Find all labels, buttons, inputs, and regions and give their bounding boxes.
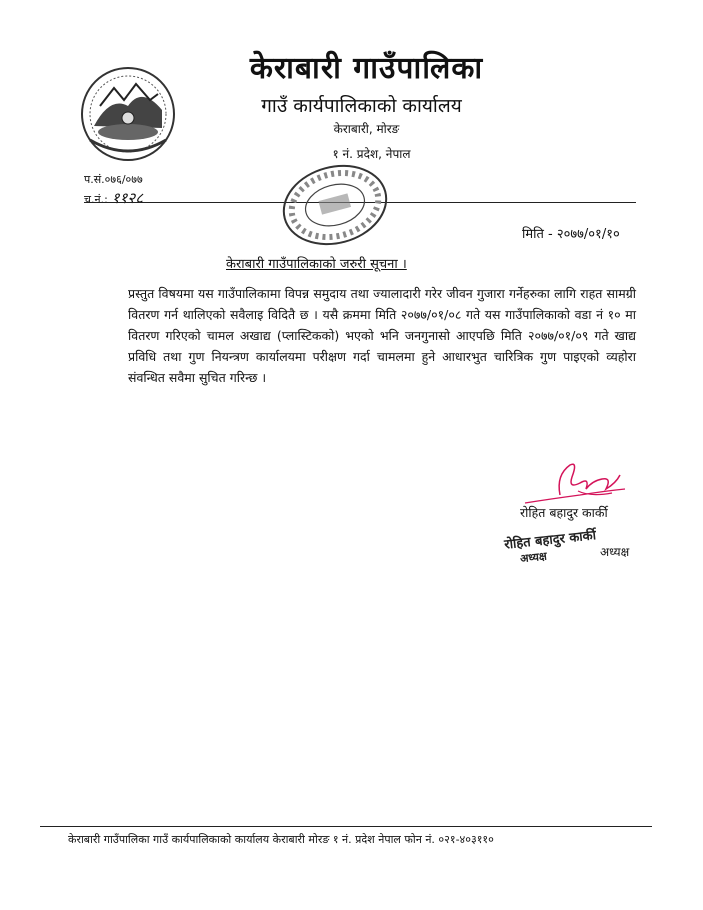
letter-reference-number: प.सं.०७६/०७७ — [84, 173, 143, 186]
signatory-name: रोहित बहादुर कार्की — [520, 505, 608, 520]
letter-date: मिति - २०७७/०१/१० — [522, 227, 620, 242]
address-line-2: १ नं. प्रदेश, नेपाल — [332, 147, 411, 161]
notice-body: प्रस्तुत विषयमा यस गाउँपालिकामा विपन्न समुदाय तथा ज्यालादारी गरेर जीवन गुजारा गर्नेहरुका लागि राहत सामग्री वितरण गर्न थालिएको सवैलाइ विदितै छ । यसै क्रममा मिति २०७७/०१/०८ गते यस गाउँपालिकाको वडा नं १० मा वितरण गरिएको चामल अखाद्य (प्लास्टिकको) भएको भनि जनगुनासो आएपछि मिति २०७७/०१/०९ गते खाद्य प्रविधि तथा गुण नियन्त्रण कार्यालयमा परीक्षण गर्दा चामलमा हुने आधारभुत चारित्रिक गुण पाइएको व्यहोरा संवन्धित सवैमा सुचित गरिन्छ । — [128, 286, 636, 385]
office-title: केराबारी गाउँपालिका — [249, 51, 484, 86]
dispatch-label: च.नं.: — [84, 193, 108, 206]
footer-contact: केराबारी गाउँपालिका गाउँ कार्यपालिकाको कार्यालय केराबारी मोरङ १ नं. प्रदेश नेपाल फोन नं. ०२१-४०३११० — [68, 833, 494, 846]
signatory-title: अध्यक्ष — [600, 545, 630, 559]
notice-heading: केराबारी गाउँपालिकाको जरुरी सूचना । — [226, 257, 407, 272]
footer-divider — [40, 826, 652, 827]
signatory-stamp-title: अध्यक्ष — [519, 549, 548, 566]
address-line-1: केराबारी, मोरङ — [333, 122, 400, 136]
office-subtitle: गाउँ कार्यपालिकाको कार्यालय — [261, 95, 462, 117]
office-seal-stamp — [270, 155, 400, 255]
dispatch-value: ११२८ — [111, 189, 143, 207]
signatory-stamp-name: रोहित बहादुर कार्की — [503, 528, 597, 553]
dispatch-number — [84, 188, 143, 208]
